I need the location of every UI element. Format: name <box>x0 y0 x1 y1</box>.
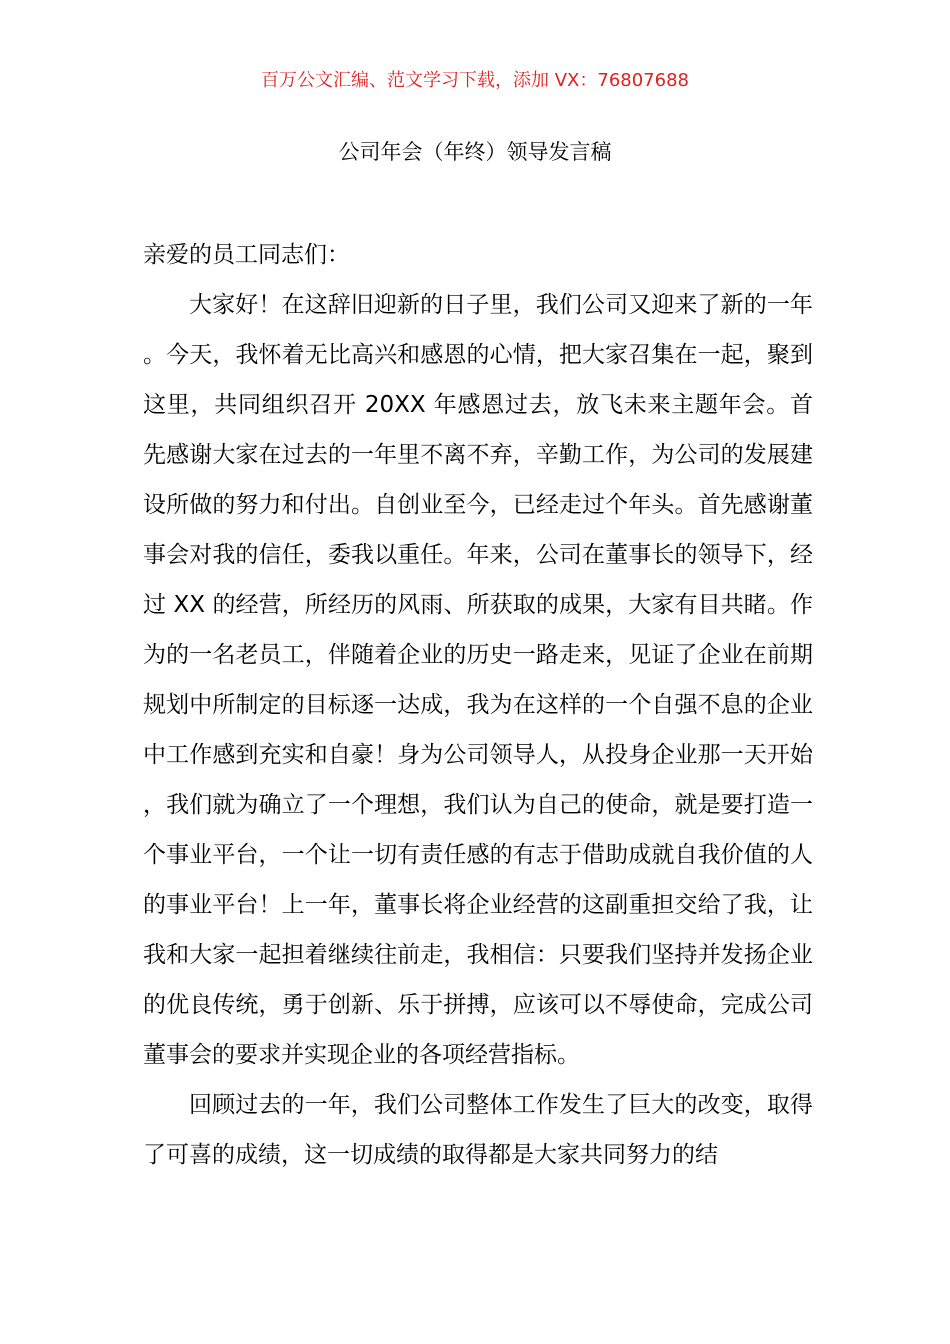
header-note: 百万公文汇编、范文学习下载，添加 VX：76807688 <box>261 70 689 91</box>
page-title: 公司年会（年终）领导发言稿 <box>338 140 612 164</box>
paragraph-2: 回顾过去的一年，我们公司整体工作发生了巨大的改变，取得了可喜的成绩，这一切成绩的取得都是大家共同努力的结 <box>143 1092 813 1168</box>
paragraph-1: 大家好！在这辞旧迎新的日子里，我们公司又迎来了新的一年。今天，我怀着无比高兴和感恩的心情，把大家召集在一起，聚到这里，共同组织召开 20XX 年感恩过去，放飞未来主题年会。首先感谢大家在过去的一年里不离不弃，辛勤工作，为公司的发展建设所做的努力和付出。自创业至今，已经走过个年头。首先感谢董事会对我的信任，委我以重任。年来，公司在董事长的领导下，经过 XX 的经营，所经历的风雨、所获取的成果，大家有目共睹。作为的一名老员工，伴随着企业的历史一路走来，见证了企业在前期规划中所制定的目标逐一达成，我为在这样的一个自强不息的企业中工作感到充实和自豪！身为公司领导人，从投身企业那一天开始，我们就为确立了一个理想，我们认为自己的使命，就是要打造一个事业平台，一个让一切有责任感的有志于借助成就自我价值的人的事业平台！上一年，董事长将企业经营的这副重担交给了我，让我和大家一起担着继续往前走，我相信：只要我们坚持并发扬企业的优良传统，勇于创新、乐于拼搏，应该可以不辱使命，完成公司董事会的要求并实现企业的各项经营指标。 <box>143 292 813 1068</box>
document-body <box>143 230 813 1180</box>
salutation: 亲爱的员工同志们： <box>143 242 350 268</box>
